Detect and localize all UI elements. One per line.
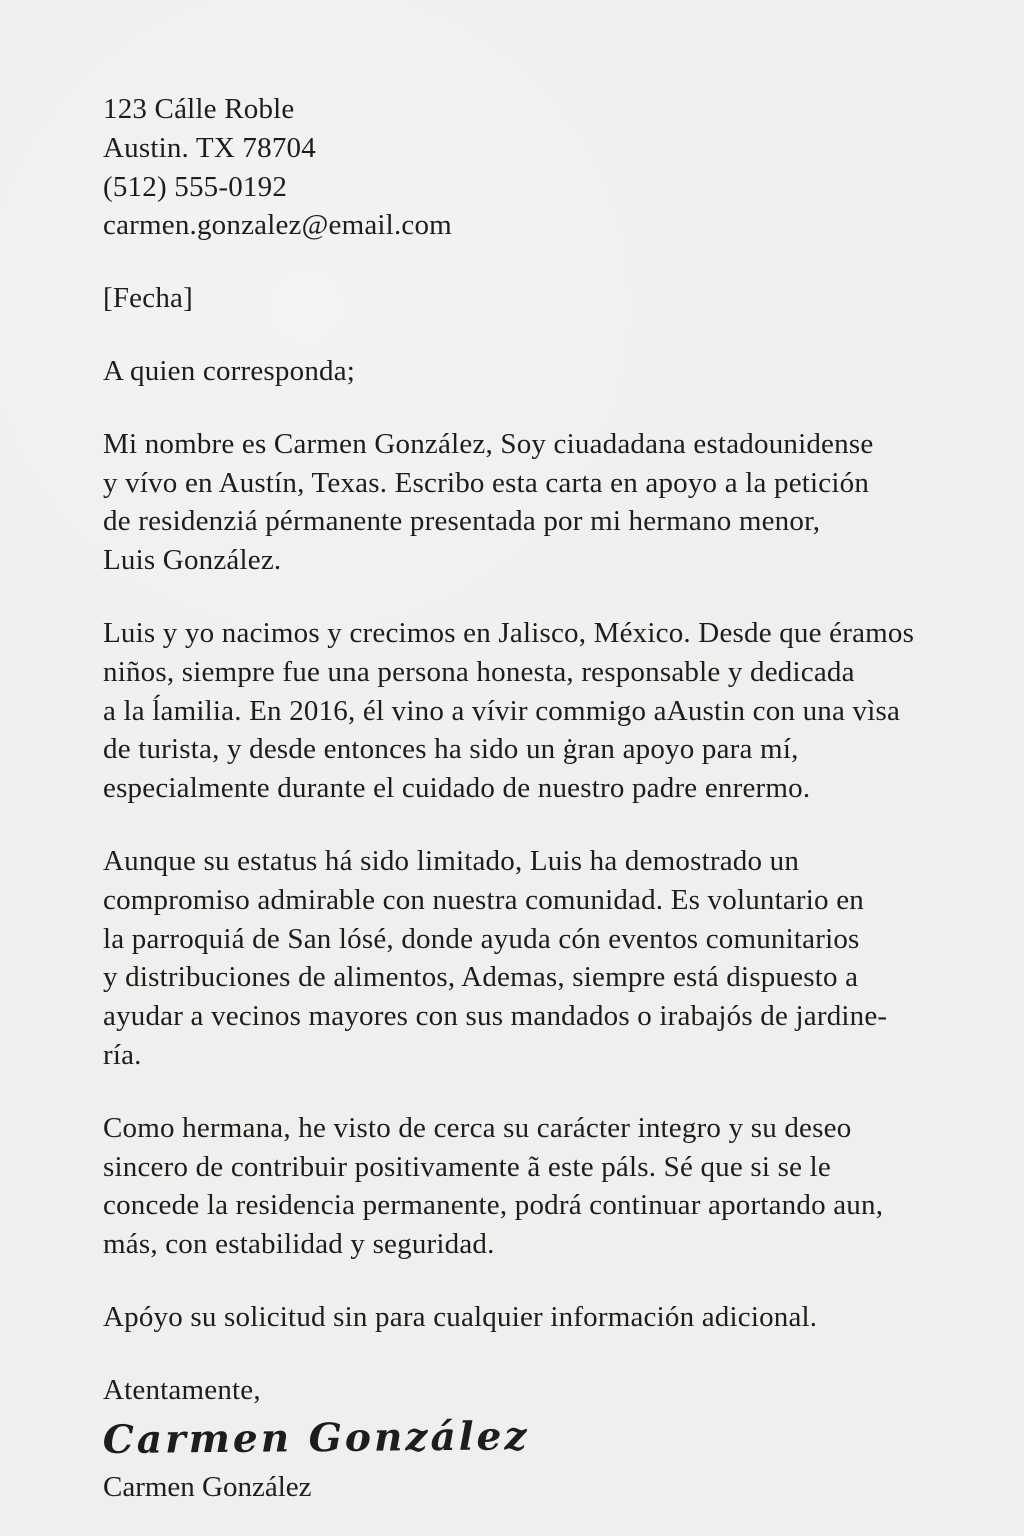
sender-block: [103, 90, 964, 245]
paragraph-line: compromiso admirable con nuestra comunidad. Es voluntario en: [103, 883, 864, 916]
paragraph-line: Aunque su estatus há sido limitado, Luis ha demostrado un: [103, 844, 800, 877]
date-placeholder: [Fecha]: [103, 282, 193, 315]
paragraph-line: especialmente durante el cuidado de nuestro padre enrermo.: [103, 772, 811, 805]
paragraph-line: y distribuciones de alimentos, Ademas, siempre está dispuesto a: [103, 961, 859, 994]
paragraph-line: la parroquiá de San lósé, donde ayuda cón eventos comunitarios: [103, 922, 860, 955]
paragraph-line: concede la residencia permanente, podrá continuar aportando aun,: [103, 1189, 884, 1222]
paragraph-line: y vívo en Austín, Texas. Escribo esta carta en apoyo a la petición: [103, 466, 870, 499]
handwritten-signature: Carmen González: [102, 1412, 530, 1463]
salutation: A quien corresponda;: [103, 354, 356, 387]
paragraph-line: a la ĺamilia. En 2016, él vino a vívir commigo aAustin con una vìsa: [103, 694, 901, 727]
paragraph-line: Como hermana, he visto de cerca su carácter integro y su deseo: [103, 1111, 852, 1144]
paragraph-line: más, con estabilidad y seguridad.: [103, 1228, 495, 1261]
closing-line: Apóyo su solicitud sin para cualquier información adicional.: [103, 1300, 818, 1333]
sender-address-city: Austin. TX 78704: [103, 131, 316, 164]
paragraph-line: de turista, y desde entonces ha sido un ġran apoyo para mí,: [103, 733, 799, 766]
paragraph-line: ayudar a vecinos mayores con sus mandados o irabajós de jardine-: [103, 1000, 888, 1033]
paragraph-community: [103, 842, 964, 1075]
paragraph-background: [103, 614, 964, 808]
paragraph-line: Luis González.: [103, 544, 282, 577]
sender-address-street: 123 Cálle Roble: [103, 93, 295, 125]
paragraph-character: [103, 1109, 964, 1264]
signature-printed-name: Carmen González: [103, 1470, 312, 1503]
valediction: Atentamente,: [103, 1373, 261, 1406]
paragraph-line: de residenziá pérmanente presentada por mi hermano menor,: [103, 505, 821, 538]
paragraph-line: ría.: [103, 1038, 142, 1071]
sender-phone: (512) 555-0192: [103, 170, 288, 203]
paragraph-line: sincero de contribuir positivamente ã este páls. Sé que si se le: [103, 1150, 831, 1183]
paragraph-line: niños, siempre fue una persona honesta, responsable y dedicada: [103, 655, 855, 688]
sender-email: carmen.gonzalez@email.com: [103, 209, 452, 242]
paragraph-line: Mi nombre es Carmen González, Soy ciuadadana estadounidense: [103, 427, 874, 460]
paragraph-introduction: [103, 425, 964, 580]
paragraph-line: Luis y yo nacimos y crecimos en Jalisco, México. Desde que éramos: [103, 616, 915, 649]
